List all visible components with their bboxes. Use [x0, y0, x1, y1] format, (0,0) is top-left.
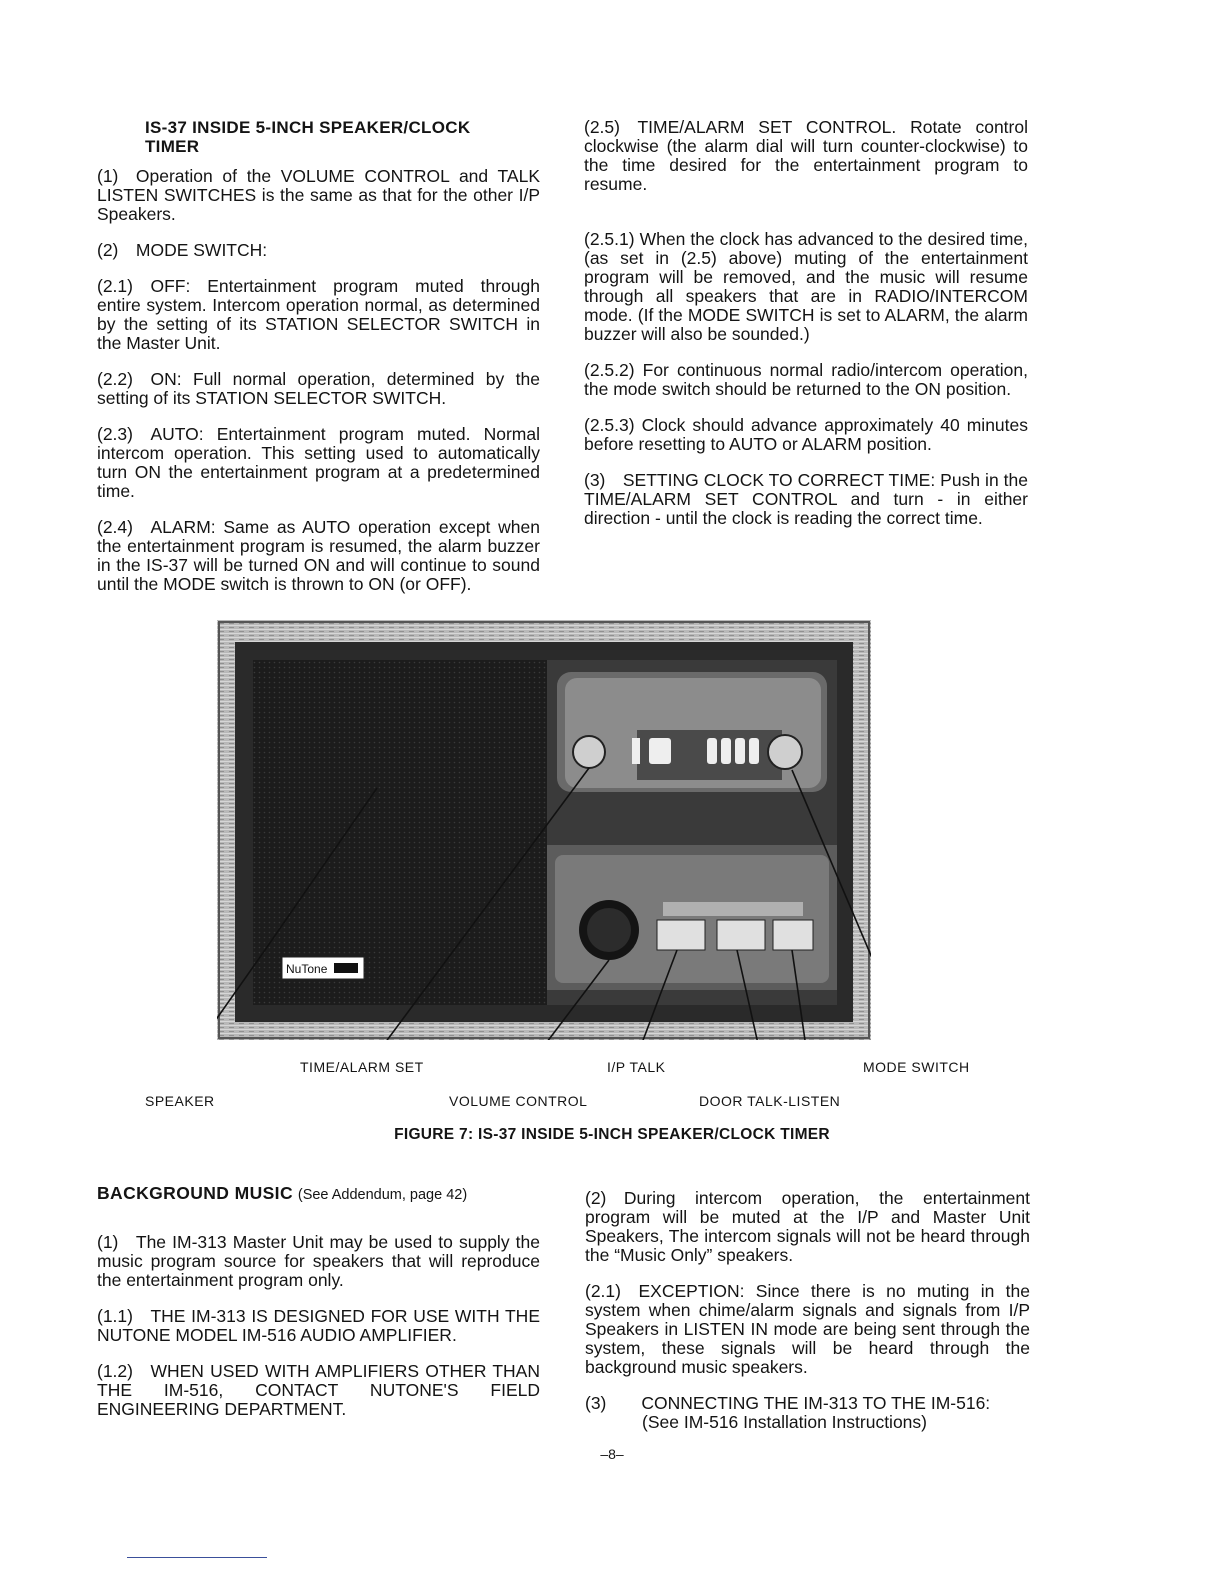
bm-paragraph-3-line2: (See IM-516 Installation Instructions) [642, 1412, 927, 1432]
paragraph-2-4: (2.4) ALARM: Same as AUTO operation except when the entertainment program is resumed, the alarm buzzer in the IS-37 will be turned ON and will continue to sound until the MODE switch is thrown to ON (or OFF). [97, 517, 540, 594]
paragraph-2-1: (2.1) OFF: Entertainment program muted through entire system. Intercom operation normal, as determined by the setting of its STATION SELECTOR SWITCH in the Master Unit. [97, 276, 540, 353]
speaker-clock-photo [217, 620, 871, 1040]
paragraph-2-3: (2.3) AUTO: Entertainment program muted. Normal intercom operation. This setting used to automatically turn ON the entertainment program at a predetermined time. [97, 424, 540, 501]
paragraph-2-5-3: (2.5.3) Clock should advance approximately 40 minutes before resetting to AUTO or ALARM position. [584, 415, 1028, 454]
section1-heading-line2: TIMER [145, 137, 200, 156]
section2-right-column [585, 1189, 1030, 1432]
label-ip-talk: I/P TALK [607, 1059, 666, 1075]
label-door-talk-listen: DOOR TALK-LISTEN [699, 1093, 841, 1109]
bm-paragraph-2: (2) During intercom operation, the entertainment program will be muted at the I/P and Master Unit Speakers, The intercom signals will not be heard through the “Music Only” speakers. [585, 1188, 1030, 1265]
section1-left-column [97, 118, 540, 594]
figure-caption: FIGURE 7: IS-37 INSIDE 5-INCH SPEAKER/CLOCK TIMER [394, 1126, 830, 1143]
label-time-alarm-set: TIME/ALARM SET [300, 1059, 424, 1075]
addendum-note: (See Addendum, page 42) [297, 1187, 468, 1203]
nutone-logo [282, 957, 364, 979]
background-music-heading [97, 1184, 540, 1205]
bm-paragraph-1-1: (1.1) THE IM-313 IS DESIGNED FOR USE WITH THE NUTONE MODEL IM-516 AUDIO AMPLIFIER. [97, 1306, 540, 1345]
bm-paragraph-1: (1) The IM-313 Master Unit may be used to supply the music program source for speakers that will reproduce the entertainment program only. [97, 1232, 540, 1290]
section1-heading-line1: IS-37 INSIDE 5-INCH SPEAKER/CLOCK [145, 118, 471, 137]
paragraph-2-5-2: (2.5.2) For continuous normal radio/intercom operation, the mode switch should be returned to the ON position. [584, 360, 1028, 399]
bm-paragraph-1-2: (1.2) WHEN USED WITH AMPLIFIERS OTHER THAN THE IM-516, CONTACT NUTONE'S FIELD ENGINEERING DEPARTMENT. [97, 1361, 540, 1419]
section1-right-column [584, 118, 1028, 528]
bm-paragraph-3-line1: (3) CONNECTING THE IM-313 TO THE IM-516: [585, 1393, 991, 1413]
paragraph-2-5: (2.5) TIME/ALARM SET CONTROL. Rotate control clockwise (the alarm dial will turn counter-clockwise) to the time desired for the entertainment program to resume. [584, 117, 1028, 194]
paragraph-2-2: (2.2) ON: Full normal operation, determined by the setting of its STATION SELECTOR SWITCH. [97, 369, 540, 408]
page-number: –8– [600, 1446, 624, 1462]
paragraph-3: (3) SETTING CLOCK TO CORRECT TIME: Push in the TIME/ALARM SET CONTROL and turn - in either direction - until the clock is reading the correct time. [584, 470, 1028, 528]
paragraph-2-5-1: (2.5.1) When the clock has advanced to the desired time, (as set in (2.5) above) muting of the entertainment program will be removed, and the music will resume through all speakers that are in RADIO/INTERCOM mode. (If the MODE SWITCH is set to ALARM, the alarm buzzer will also be sounded.) [584, 229, 1028, 344]
section2-left-column [97, 1184, 540, 1419]
bm-paragraph-2-1: (2.1) EXCEPTION: Since there is no muting in the system when chime/alarm signals and signals from I/P Speakers in LISTEN IN mode are being sent through the system, these signals will be heard through the background music speakers. [585, 1281, 1030, 1377]
label-mode-switch: MODE SWITCH [863, 1059, 970, 1075]
paragraph-2: (2) MODE SWITCH: [97, 240, 268, 260]
label-speaker: SPEAKER [145, 1093, 215, 1109]
footnote-rule [127, 1557, 267, 1558]
label-volume-control: VOLUME CONTROL [449, 1093, 588, 1109]
background-music-title: BACKGROUND MUSIC [97, 1183, 293, 1203]
paragraph-1: (1) Operation of the VOLUME CONTROL and TALK LISTEN SWITCHES is the same as that for the other I/P Speakers. [97, 166, 540, 224]
section1-heading [145, 118, 540, 156]
nutone-brand-text: NuTone [286, 962, 328, 976]
